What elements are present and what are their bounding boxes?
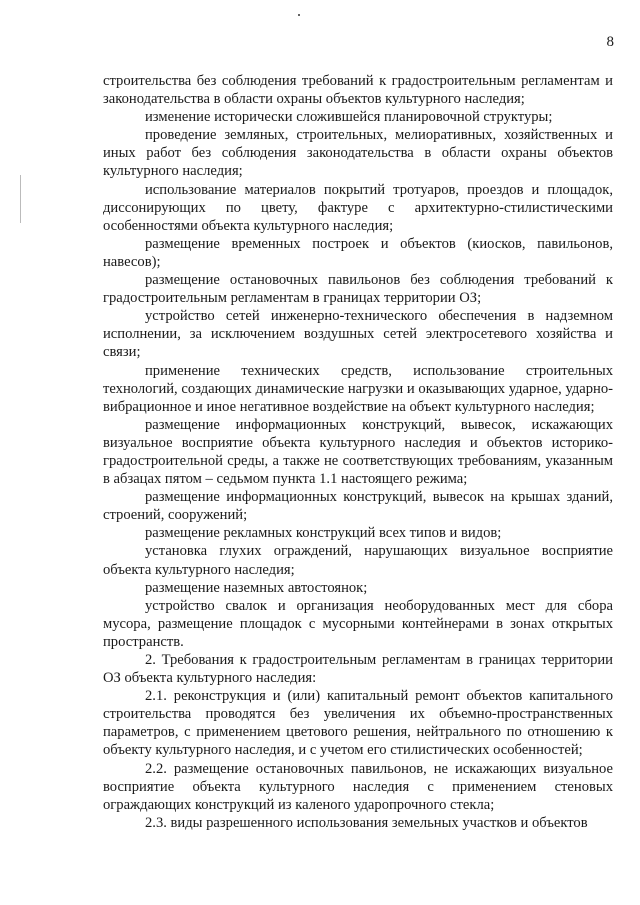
- paragraph: устройство свалок и организация необорудованных мест для сбора мусора, размещение площадок с мусорными контейнерами в зонах открытых пространств.: [103, 597, 613, 650]
- clause-2-2: 2.2. размещение остановочных павильонов, не искажающих визуальное восприятие объекта культурного наследия с применением стеновых ограждающих конструкций из каленого ударопрочного стекла;: [103, 760, 613, 813]
- paragraph: использование материалов покрытий тротуаров, проездов и площадок, диссонирующих по цвету, фактуре с архитектурно-стилистическими особенностями объекта культурного наследия;: [103, 181, 613, 234]
- scan-margin-mark: [20, 175, 21, 223]
- paragraph: размещение информационных конструкций, вывесок, искажающих визуальное восприятие объекта культурного наследия и объектов историко-градостроительной среды, а также не соответствующих требованиям, указанным в абзацах пятом – седьмом пункта 1.1 настоящего режима;: [103, 416, 613, 488]
- section-heading: 2. Требования к градостроительным регламентам в границах территории ОЗ объекта культурного наследия:: [103, 652, 613, 687]
- document-body: [103, 72, 613, 832]
- page-number: 8: [606, 34, 614, 50]
- clause-2-3: 2.3. виды разрешенного использования земельных участков и объектов: [145, 814, 588, 831]
- paragraph: размещение наземных автостоянок;: [145, 579, 368, 596]
- clause-2-1: 2.1. реконструкция и (или) капитальный ремонт объектов капитального строительства проводятся без увеличения их объемно-пространственных параметров, с применением цветового решения, нейтрального по отношению к объекту культурного наследия, и с учетом его стилистических особенностей;: [103, 688, 613, 759]
- paragraph: размещение рекламных конструкций всех типов и видов;: [145, 525, 502, 542]
- paragraph: применение технических средств, использование строительных технологий, создающих динамические нагрузки и оказывающих ударное, ударно-вибрационное и иное негативное воздействие на объект культурного наследия;: [103, 362, 613, 415]
- paragraph: размещение информационных конструкций, вывесок на крышах зданий, строений, сооружений;: [103, 489, 613, 524]
- paragraph-continuation: строительства без соблюдения требований к градостроительным регламентам и законодательства в области охраны объектов культурного наследия;: [103, 73, 613, 108]
- paragraph: размещение остановочных павильонов без соблюдения требований к градостроительным регламентам в границах территории ОЗ;: [103, 272, 613, 307]
- scan-dot: [298, 14, 300, 16]
- paragraph: устройство сетей инженерно-технического обеспечения в надземном исполнении, за исключением воздушных сетей электросетевого хозяйства и связи;: [103, 308, 613, 361]
- paragraph: проведение земляных, строительных, мелиоративных, хозяйственных и иных работ без соблюдения законодательства в области охраны объектов культурного наследия;: [103, 127, 613, 180]
- paragraph: установка глухих ограждений, нарушающих визуальное восприятие объекта культурного наследия;: [103, 543, 613, 578]
- paragraph: размещение временных построек и объектов (киосков, павильонов, навесов);: [103, 235, 613, 270]
- paragraph: изменение исторически сложившейся планировочной структуры;: [145, 109, 553, 126]
